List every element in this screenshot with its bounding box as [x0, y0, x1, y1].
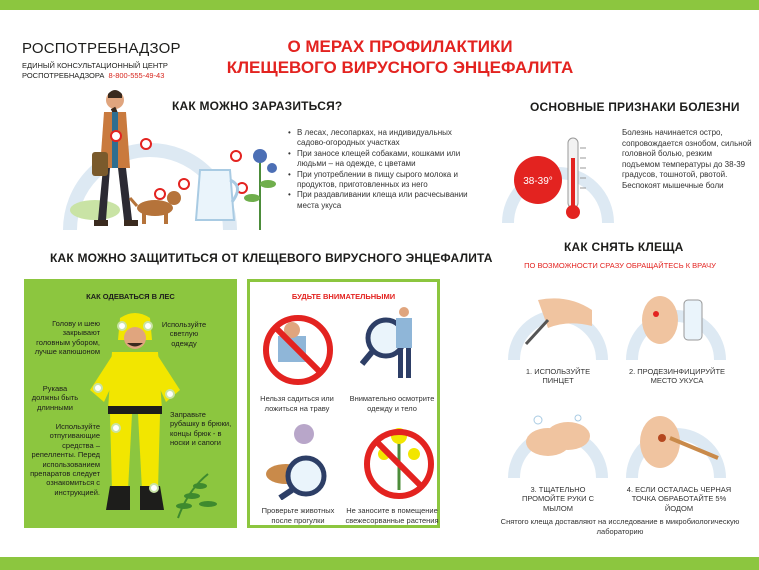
- label-tuck: Заправьте рубашку в брюки, концы брюк - в носки и сапоги: [170, 410, 232, 448]
- milk-jug-icon: [196, 170, 238, 220]
- org-name: РОСПОТРЕБНАДЗОР: [22, 40, 181, 57]
- flower-icon: [244, 149, 277, 230]
- list-item: • В лесах, лесопарках, на индивидуальных садово-огородных участках: [288, 128, 468, 149]
- disinfect-step-icon: [626, 280, 726, 362]
- label-light-clothes: Используйте светлую одежду: [161, 320, 207, 348]
- org-sub-line2: РОСПОТРЕБНАДЗОРА 8-800-555-49-43: [22, 71, 165, 80]
- org-sub-line1: ЕДИНЫЙ КОНСУЛЬТАЦИОННЫЙ ЦЕНТР: [22, 61, 168, 70]
- org-subtitle: [22, 61, 222, 81]
- protect-heading: КАК МОЖНО ЗАЩИТИТЬСЯ ОТ КЛЕЩЕВОГО ВИРУСНОГО ЭНЦЕФАЛИТА: [50, 251, 493, 265]
- thermometer-illustration: [498, 118, 618, 228]
- how-infected-heading: КАК МОЖНО ЗАРАЗИТЬСЯ?: [172, 99, 343, 113]
- org-phone: 8-800-555-49-43: [108, 71, 165, 80]
- wash-hands-step-icon: [508, 398, 608, 480]
- infection-ways-list: [288, 128, 468, 211]
- signs-heading: ОСНОВНЫЕ ПРИЗНАКИ БОЛЕЗНИ: [530, 100, 740, 114]
- iodine-step-icon: [626, 398, 726, 480]
- step-1-label: 1. ИСПОЛЬЗУЙТЕ ПИНЦЕТ: [525, 367, 591, 386]
- no-fresh-flowers-icon: [364, 420, 434, 500]
- top-green-bar: [0, 0, 759, 10]
- check-pets-icon: [262, 418, 342, 500]
- laboratory-note: Снятого клеща доставляют на исследование в микробиологическую лабораторию: [500, 517, 740, 536]
- caption-plants: Не заносите в помещение свежесорванные растения: [345, 506, 439, 525]
- attention-title: БУДЬТЕ ВНИМАТЕЛЬНЫМИ: [291, 292, 396, 301]
- temperature-value: 38-39°: [523, 176, 553, 187]
- label-head: Голову и шею закрывают головным убором, лучше капюшоном: [34, 319, 100, 357]
- title-line1: О МЕРАХ ПРОФИЛАКТИКИ: [287, 37, 513, 56]
- title-line2: КЛЕЩЕВОГО ВИРУСНОГО ЭНЦЕФАЛИТА: [226, 58, 574, 77]
- caption-no-sit: Нельзя садиться или ложиться на траву: [260, 394, 334, 413]
- inspect-clothes-icon: [360, 306, 424, 390]
- fern-icon: [168, 470, 228, 520]
- label-repellent: Используйте отпугивающие средства – репелленты. Перед использованием препаратов следует ознакомиться с инструкцией.: [30, 422, 100, 497]
- step-2-label: 2. ПРОДЕЗИНФИЦИРУЙТЕ МЕСТО УКУСА: [628, 367, 726, 386]
- label-sleeves: Рукава должны быть длинными: [31, 384, 79, 412]
- no-sitting-on-grass-icon: [262, 310, 334, 390]
- list-item: • При раздавливании клеща или расчесывании места укуса: [288, 190, 468, 211]
- see-doctor-note: ПО ВОЗМОЖНОСТИ СРАЗУ ОБРАЩАЙТЕСЬ К ВРАЧУ: [524, 261, 716, 270]
- signs-text: Болезнь начинается остро, сопровождается ознобом, сильной головной болью, резким подъемом температуры до 38-39 градусов, тошнотой, рвотой. Беспокоят мышечные боли: [622, 128, 752, 190]
- step-4-label: 4. ЕСЛИ ОСТАЛАСЬ ЧЕРНАЯ ТОЧКА ОБРАБОТАЙТЕ 5% ЙОДОМ: [626, 485, 732, 513]
- caption-inspect: Внимательно осмотрите одежду и тело: [349, 394, 435, 413]
- thermometer-icon: [566, 138, 586, 219]
- bush-left: [70, 200, 120, 220]
- list-item: • При заносе клещей собаками, кошками или людьми – на одежде, с цветами: [288, 149, 468, 170]
- tweezers-step-icon: [508, 280, 608, 362]
- caption-pets: Проверьте животных после прогулки: [261, 506, 335, 525]
- list-item: • При употреблении в пищу сырого молока и продуктов, приготовленных из него: [288, 170, 468, 191]
- remove-tick-heading: КАК СНЯТЬ КЛЕЩА: [564, 240, 684, 254]
- page-title: [220, 36, 580, 78]
- bottom-green-bar: [0, 557, 759, 570]
- dress-panel-title: КАК ОДЕВАТЬСЯ В ЛЕС: [86, 292, 175, 301]
- step-3-label: 3. ТЩАТЕЛЬНО ПРОМОЙТЕ РУКИ С МЫЛОМ: [521, 485, 595, 513]
